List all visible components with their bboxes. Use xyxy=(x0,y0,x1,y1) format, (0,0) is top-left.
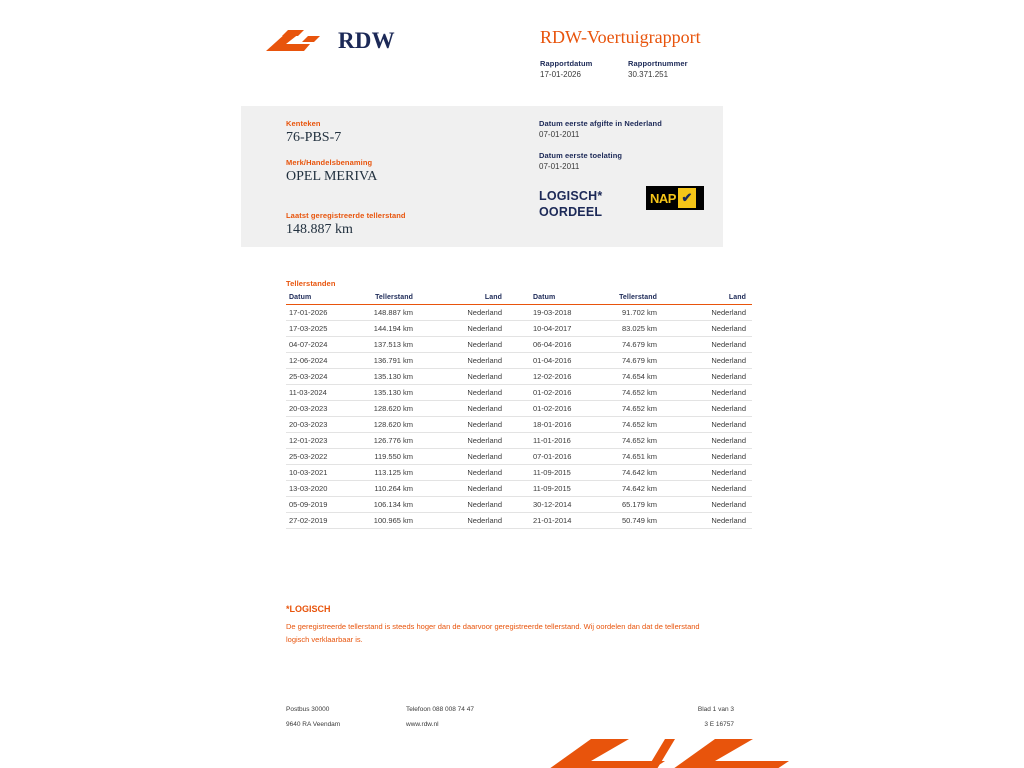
cell-gap xyxy=(508,337,530,353)
cell-gap xyxy=(508,321,530,337)
cell-date-right: 06-04-2016 xyxy=(530,337,588,353)
cell-country-left: Nederland xyxy=(416,449,508,465)
odometer-table-title: Tellerstanden xyxy=(286,279,336,288)
cell-odometer-left: 113.125 km xyxy=(344,465,416,481)
cell-odometer-right: 74.679 km xyxy=(588,353,660,369)
nap-badge xyxy=(646,186,704,210)
cell-gap xyxy=(508,369,530,385)
cell-odometer-right: 91.702 km xyxy=(588,305,660,321)
table-row xyxy=(286,417,752,433)
cell-date-left: 25-03-2024 xyxy=(286,369,344,385)
footer-arrow-graphic xyxy=(545,735,805,768)
cell-country-right: Nederland xyxy=(660,465,752,481)
table-row xyxy=(286,433,752,449)
cell-date-left: 13-03-2020 xyxy=(286,481,344,497)
table-row xyxy=(286,481,752,497)
cell-country-left: Nederland xyxy=(416,385,508,401)
col-odo-right: Tellerstand xyxy=(588,292,660,305)
cell-odometer-left: 136.791 km xyxy=(344,353,416,369)
col-land-left: Land xyxy=(416,292,508,305)
col-land-right: Land xyxy=(660,292,752,305)
cell-odometer-right: 74.652 km xyxy=(588,417,660,433)
cell-date-right: 21-01-2014 xyxy=(530,513,588,529)
verdict-line-2: OORDEEL xyxy=(539,205,603,219)
cell-country-right: Nederland xyxy=(660,497,752,513)
rdw-logo-text: RDW xyxy=(338,28,395,53)
cell-country-right: Nederland xyxy=(660,417,752,433)
table-row xyxy=(286,449,752,465)
cell-country-right: Nederland xyxy=(660,401,752,417)
cell-odometer-left: 135.130 km xyxy=(344,369,416,385)
cell-date-right: 01-02-2016 xyxy=(530,401,588,417)
odometer-table-body xyxy=(286,305,752,529)
table-header-row xyxy=(286,292,752,305)
rdw-logo xyxy=(264,24,395,58)
cell-gap xyxy=(508,513,530,529)
cell-date-right: 11-09-2015 xyxy=(530,465,588,481)
cell-date-right: 30-12-2014 xyxy=(530,497,588,513)
table-row xyxy=(286,305,752,321)
odometer-value: 148.887 km xyxy=(286,222,353,237)
merk-label: Merk/Handelsbenaming xyxy=(286,158,373,167)
footnote-body: De geregistreerde tellerstand is steeds hoger dan de daarvoor geregistreerde tellerstand. Wij oordelen dan dat de tellerstand logisch verklaarbaar is. xyxy=(286,622,700,644)
verdict-line-1: LOGISCH* xyxy=(539,189,603,203)
cell-country-left: Nederland xyxy=(416,465,508,481)
meta-report-date xyxy=(540,58,604,81)
table-row xyxy=(286,401,752,417)
cell-date-right: 12-02-2016 xyxy=(530,369,588,385)
footer-address-line1: Postbus 30000 xyxy=(286,706,330,713)
odometer-history-section xyxy=(286,279,746,529)
meta-report-date-label: Rapportdatum xyxy=(540,59,593,68)
first-admission-value: 07-01-2011 xyxy=(539,162,580,171)
cell-country-right: Nederland xyxy=(660,433,752,449)
table-row xyxy=(286,513,752,529)
table-row xyxy=(286,369,752,385)
meta-report-number-value: 30.371.251 xyxy=(628,70,669,79)
cell-odometer-left: 128.620 km xyxy=(344,401,416,417)
cell-odometer-left: 135.130 km xyxy=(344,385,416,401)
cell-country-left: Nederland xyxy=(416,305,508,321)
cell-date-left: 27-02-2019 xyxy=(286,513,344,529)
cell-odometer-left: 119.550 km xyxy=(344,449,416,465)
cell-gap xyxy=(508,465,530,481)
cell-country-left: Nederland xyxy=(416,417,508,433)
summary-odometer xyxy=(286,211,406,250)
cell-date-left: 11-03-2024 xyxy=(286,385,344,401)
table-row xyxy=(286,337,752,353)
cell-date-left: 25-03-2022 xyxy=(286,449,344,465)
cell-odometer-right: 74.679 km xyxy=(588,337,660,353)
cell-country-left: Nederland xyxy=(416,481,508,497)
footer-address xyxy=(286,702,340,732)
cell-country-right: Nederland xyxy=(660,321,752,337)
cell-country-right: Nederland xyxy=(660,353,752,369)
cell-gap xyxy=(508,385,530,401)
footer-form-code: 3 E 16757 xyxy=(704,721,734,728)
cell-odometer-right: 65.179 km xyxy=(588,497,660,513)
odometer-label: Laatst geregistreerde tellerstand xyxy=(286,211,406,220)
cell-date-left: 17-03-2025 xyxy=(286,321,344,337)
vehicle-summary-panel xyxy=(241,106,723,247)
footer-page-info xyxy=(692,702,734,732)
cell-country-left: Nederland xyxy=(416,337,508,353)
table-row xyxy=(286,497,752,513)
table-row xyxy=(286,353,752,369)
cell-country-right: Nederland xyxy=(660,513,752,529)
cell-country-left: Nederland xyxy=(416,401,508,417)
cell-gap xyxy=(508,305,530,321)
cell-odometer-right: 50.749 km xyxy=(588,513,660,529)
check-icon: ✔ xyxy=(678,188,696,208)
first-issue-nl-label: Datum eerste afgifte in Nederland xyxy=(539,119,662,128)
cell-date-right: 07-01-2016 xyxy=(530,449,588,465)
cell-country-left: Nederland xyxy=(416,433,508,449)
cell-odometer-left: 148.887 km xyxy=(344,305,416,321)
cell-date-right: 10-04-2017 xyxy=(530,321,588,337)
cell-odometer-right: 74.652 km xyxy=(588,433,660,449)
cell-date-left: 05-09-2019 xyxy=(286,497,344,513)
cell-country-left: Nederland xyxy=(416,353,508,369)
kenteken-value: 76-PBS-7 xyxy=(286,130,342,145)
footer-contact xyxy=(406,702,474,732)
table-row xyxy=(286,385,752,401)
cell-country-left: Nederland xyxy=(416,369,508,385)
cell-gap xyxy=(508,433,530,449)
col-date-right: Datum xyxy=(530,292,588,305)
footer-page-number: Blad 1 van 3 xyxy=(697,706,734,713)
cell-country-left: Nederland xyxy=(416,321,508,337)
cell-odometer-right: 74.652 km xyxy=(588,401,660,417)
nap-badge-text: NAP xyxy=(650,190,676,206)
cell-country-right: Nederland xyxy=(660,449,752,465)
cell-odometer-left: 137.513 km xyxy=(344,337,416,353)
cell-country-right: Nederland xyxy=(660,305,752,321)
cell-gap xyxy=(508,449,530,465)
cell-country-left: Nederland xyxy=(416,497,508,513)
cell-date-left: 10-03-2021 xyxy=(286,465,344,481)
table-row xyxy=(286,465,752,481)
cell-country-right: Nederland xyxy=(660,337,752,353)
cell-odometer-right: 83.025 km xyxy=(588,321,660,337)
cell-date-left: 20-03-2023 xyxy=(286,417,344,433)
cell-date-right: 01-04-2016 xyxy=(530,353,588,369)
cell-odometer-right: 74.642 km xyxy=(588,465,660,481)
meta-report-number xyxy=(628,58,692,81)
cell-date-left: 20-03-2023 xyxy=(286,401,344,417)
cell-odometer-left: 106.134 km xyxy=(344,497,416,513)
cell-gap xyxy=(508,481,530,497)
cell-date-right: 18-01-2016 xyxy=(530,417,588,433)
cell-odometer-left: 100.965 km xyxy=(344,513,416,529)
cell-date-left: 12-01-2023 xyxy=(286,433,344,449)
cell-country-left: Nederland xyxy=(416,513,508,529)
cell-gap xyxy=(508,401,530,417)
cell-country-right: Nederland xyxy=(660,369,752,385)
cell-odometer-left: 110.264 km xyxy=(344,481,416,497)
cell-date-right: 19-03-2018 xyxy=(530,305,588,321)
cell-date-right: 01-02-2016 xyxy=(530,385,588,401)
report-meta xyxy=(540,58,692,81)
summary-right-column xyxy=(539,119,729,183)
cell-country-right: Nederland xyxy=(660,481,752,497)
col-odo-left: Tellerstand xyxy=(344,292,416,305)
cell-gap xyxy=(508,417,530,433)
cell-date-left: 04-07-2024 xyxy=(286,337,344,353)
footer-website[interactable]: www.rdw.nl xyxy=(406,721,439,728)
cell-odometer-left: 144.194 km xyxy=(344,321,416,337)
footnote xyxy=(286,604,716,646)
cell-odometer-left: 128.620 km xyxy=(344,417,416,433)
cell-odometer-right: 74.652 km xyxy=(588,385,660,401)
page-title: RDW-Voertuigrapport xyxy=(540,27,701,47)
cell-date-right: 11-01-2016 xyxy=(530,433,588,449)
rdw-arrow-icon xyxy=(264,24,328,58)
cell-odometer-right: 74.654 km xyxy=(588,369,660,385)
footer-phone: Telefoon 088 008 74 47 xyxy=(406,706,474,713)
verdict-block xyxy=(539,188,602,220)
cell-date-right: 11-09-2015 xyxy=(530,481,588,497)
cell-odometer-right: 74.642 km xyxy=(588,481,660,497)
cell-date-left: 12-06-2024 xyxy=(286,353,344,369)
cell-gap xyxy=(508,353,530,369)
cell-odometer-left: 126.776 km xyxy=(344,433,416,449)
cell-date-left: 17-01-2026 xyxy=(286,305,344,321)
col-gap xyxy=(508,292,530,305)
table-row xyxy=(286,321,752,337)
summary-left-column xyxy=(286,119,506,197)
footer-address-line2: 9640 RA Veendam xyxy=(286,721,341,728)
odometer-table xyxy=(286,292,752,529)
merk-value: OPEL MERIVA xyxy=(286,169,378,184)
first-issue-nl-value: 07-01-2011 xyxy=(539,130,580,139)
meta-report-date-value: 17-01-2026 xyxy=(540,70,581,79)
cell-country-right: Nederland xyxy=(660,385,752,401)
meta-report-number-label: Rapportnummer xyxy=(628,59,688,68)
kenteken-label: Kenteken xyxy=(286,119,321,128)
first-admission-label: Datum eerste toelating xyxy=(539,151,623,160)
cell-odometer-right: 74.651 km xyxy=(588,449,660,465)
footnote-title: *LOGISCH xyxy=(286,604,331,614)
cell-gap xyxy=(508,497,530,513)
col-date-left: Datum xyxy=(286,292,344,305)
